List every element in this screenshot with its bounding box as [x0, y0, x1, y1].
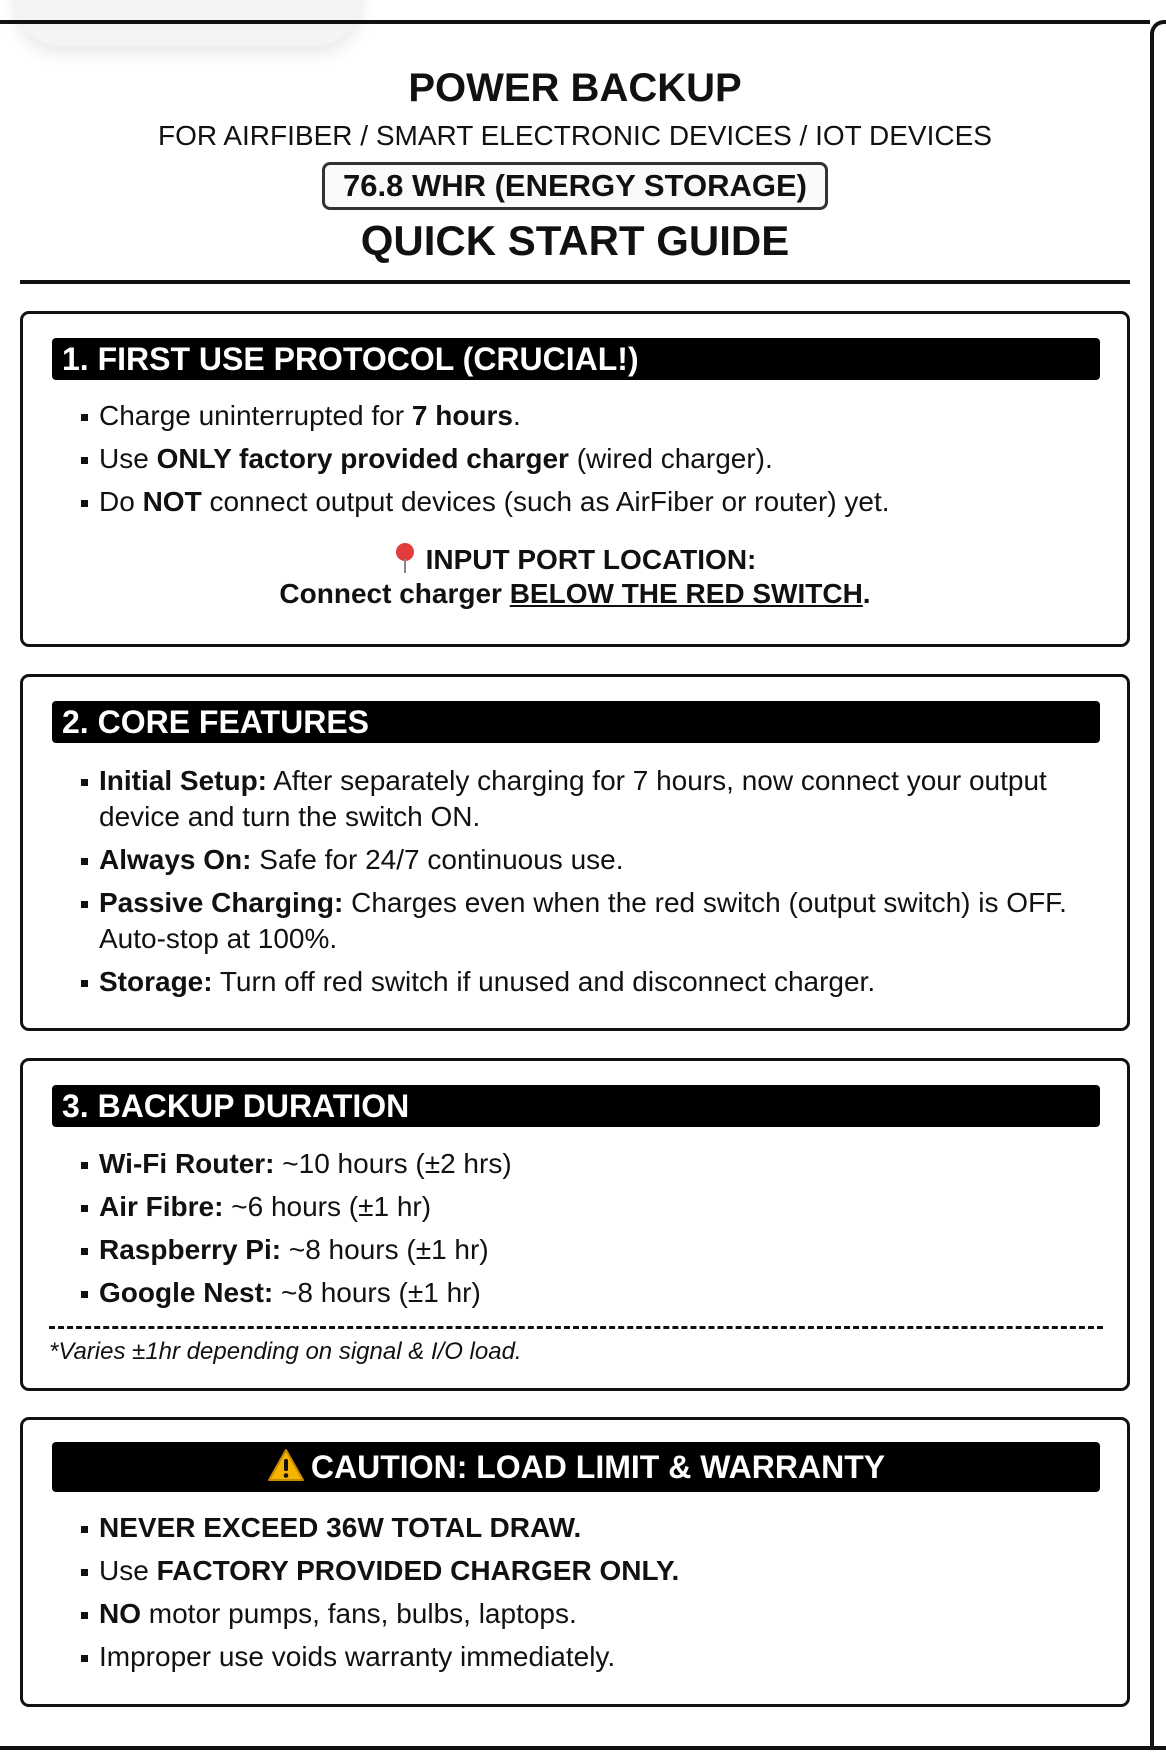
section-backup-duration [20, 1058, 1130, 1391]
list-item: Raspberry Pi: ~8 hours (±1 hr) [79, 1232, 1097, 1268]
energy-badge: 76.8 WHR (ENERGY STORAGE) [322, 162, 828, 210]
top-border [0, 20, 1150, 24]
caution-heading: CAUTION: LOAD LIMIT & WARRANTY [52, 1442, 1100, 1492]
list-item: Always On: Safe for 24/7 continuous use. [79, 842, 1097, 878]
list-item: Charge uninterrupted for 7 hours. [79, 398, 1097, 434]
input-port-note: INPUT PORT LOCATION: Connect charger BELOW THE RED SWITCH. [279, 544, 871, 609]
right-border [1150, 20, 1166, 1750]
guide-title: QUICK START GUIDE [360, 217, 790, 264]
section-core-features [20, 674, 1130, 1031]
bottom-border [0, 1746, 1166, 1750]
list-item: NEVER EXCEED 36W TOTAL DRAW. [79, 1510, 1097, 1546]
list-item: Initial Setup: After separately charging for 7 hours, now connect your output device and turn the switch ON. [79, 763, 1097, 835]
section-heading: 3. BACKUP DURATION [52, 1085, 1100, 1127]
list-item: Do NOT connect output devices (such as AirFiber or router) yet. [79, 484, 1097, 520]
section-caution [20, 1417, 1130, 1707]
duration-footnote: *Varies ±1hr depending on signal & I/O load. [49, 1338, 522, 1365]
list-item: NO motor pumps, fans, bulbs, laptops. [79, 1596, 1097, 1632]
core-features-list [79, 763, 1097, 1007]
header-divider [20, 280, 1130, 284]
dashed-divider [49, 1326, 1103, 1329]
list-item: Improper use voids warranty immediately. [79, 1639, 1097, 1675]
list-item: Use FACTORY PROVIDED CHARGER ONLY. [79, 1553, 1097, 1589]
list-item: Wi-Fi Router: ~10 hours (±2 hrs) [79, 1146, 1097, 1182]
port-title: INPUT PORT LOCATION: [425, 544, 757, 575]
list-item: Use ONLY factory provided charger (wired charger). [79, 441, 1097, 477]
section-first-use [20, 311, 1130, 647]
list-item: Google Nest: ~8 hours (±1 hr) [79, 1275, 1097, 1311]
list-item: Passive Charging: Charges even when the red switch (output switch) is OFF. Auto-stop at 100%. [79, 885, 1097, 957]
round-pushpin-icon [394, 543, 416, 573]
document-title: POWER BACKUP [408, 66, 742, 110]
port-location: BELOW THE RED SWITCH [509, 578, 863, 609]
list-item: Air Fibre: ~6 hours (±1 hr) [79, 1189, 1097, 1225]
list-item: Storage: Turn off red switch if unused and disconnect charger. [79, 964, 1097, 1000]
warning-icon [267, 1448, 305, 1482]
backup-duration-list [79, 1146, 1097, 1318]
section-heading: 2. CORE FEATURES [52, 701, 1100, 743]
document-header [0, 60, 1150, 268]
section-heading: 1. FIRST USE PROTOCOL (CRUCIAL!) [52, 338, 1100, 380]
document-subtitle: FOR AIRFIBER / SMART ELECTRONIC DEVICES / IOT DEVICES [158, 120, 992, 151]
caution-list [79, 1510, 1097, 1682]
first-use-list [79, 398, 1097, 527]
